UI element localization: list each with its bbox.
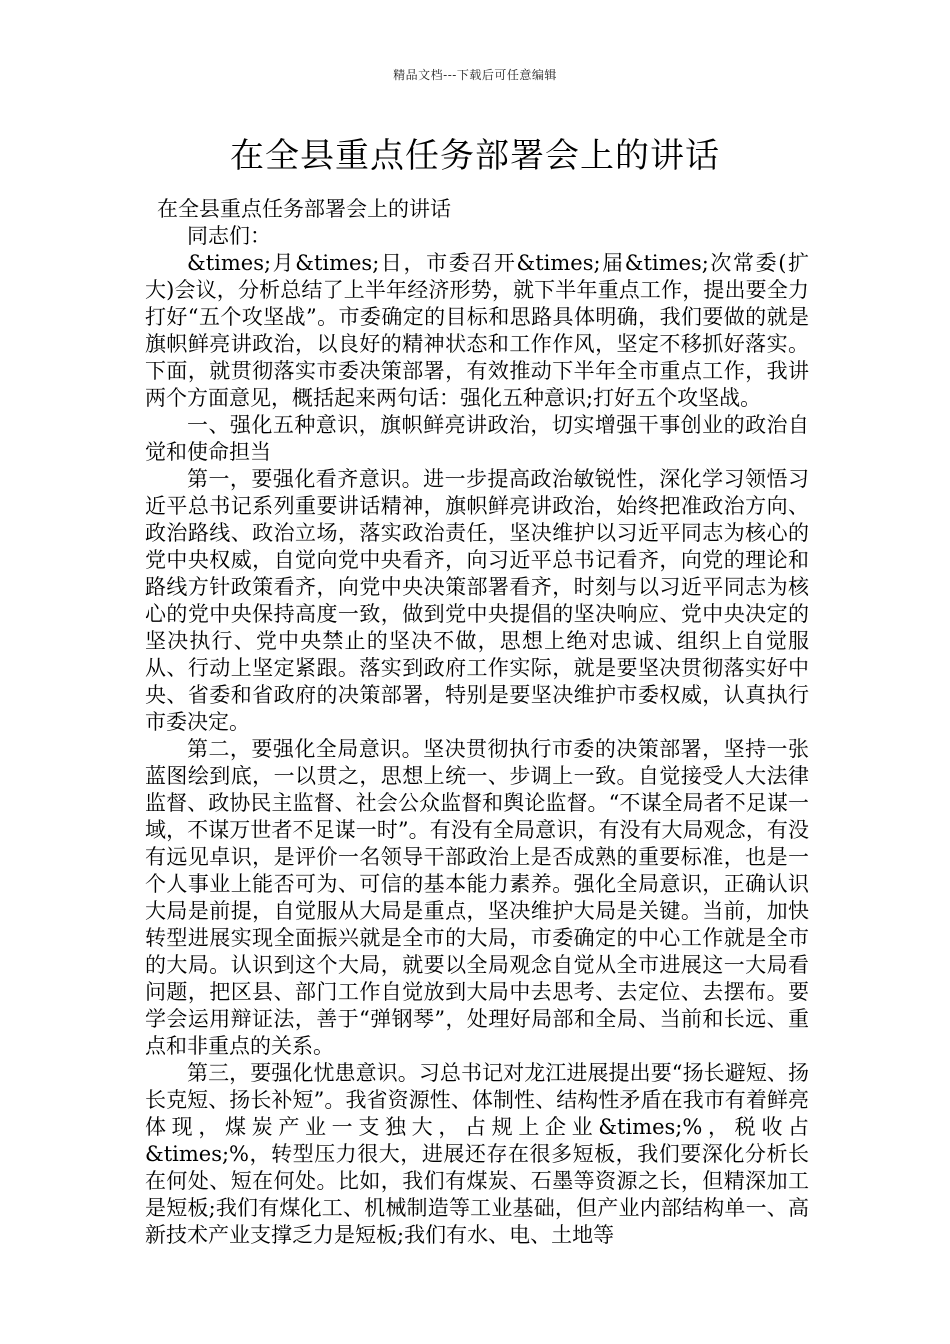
header-note: 精品文档---下载后可任意编辑 xyxy=(393,68,557,82)
paragraph-third-point: 第三，要强化忧患意识。习总书记对龙江进展提出要“扬长避短、扬长克短、扬长补短”。我省资源性、体制性、结构性矛盾在我市有着鲜亮体现，煤炭产业一支独大，占规上企业&times;%，税收占&times;%，转型压力很大，进展还存在很多短板，我们要深化分析长在何处、短在何处。比如，我们有煤炭、石墨等资源之长，但精深加工是短板;我们有煤化工、机械制造等工业基础，但产业内部结构单一、高新技术产业支撑乏力是短板;我们有水、电、土地等 xyxy=(145,1061,809,1247)
section-heading-one: 一、强化五种意识，旗帜鲜亮讲政治，切实增强干事创业的政治自觉和使命担当 xyxy=(145,413,809,464)
paragraph-intro: &times;月&times;日，市委召开&times;届&times;次常委(扩大)会议，分析总结了上半年经济形势，就下半年重点工作，提出要全力打好“五个攻坚战”。市委确定的目标和思路具体明确，我们要做的就是旗帜鲜亮讲政治，以良好的精神状态和工作作风，坚定不移抓好落实。下面，就贯彻落实市委决策部署，有效推动下半年全市重点工作，我讲两个方面意见，概括起来两句话：强化五种意识;打好五个攻坚战。 xyxy=(145,251,809,410)
subtitle-line: 在全县重点任务部署会上的讲话 xyxy=(157,197,451,221)
salutation: 同志们： xyxy=(187,224,271,248)
paragraph-first-point: 第一，要强化看齐意识。进一步提高政治敏锐性，深化学习领悟习近平总书记系列重要讲话精神，旗帜鲜亮讲政治，始终把准政治方向、政治路线、政治立场，落实政治责任，坚决维护以习近平同志为核心的党中央权威，自觉向党中央看齐，向习近平总书记看齐，向党的理论和路线方针政策看齐，向党中央决策部署看齐，时刻与以习近平同志为核心的党中央保持高度一致，做到党中央提倡的坚决响应、党中央决定的坚决执行、党中央禁止的坚决不做，思想上绝对忠诚、组织上自觉服从、行动上坚定紧跟。落实到政府工作实际，就是要坚决贯彻落实好中央、省委和省政府的决策部署，特别是要坚决维护市委权威，认真执行市委决定。 xyxy=(145,467,809,734)
paragraph-second-point: 第二，要强化全局意识。坚决贯彻执行市委的决策部署，坚持一张蓝图绘到底，一以贯之，思想上统一、步调上一致。自觉接受人大法律监督、政协民主监督、社会公众监督和舆论监督。“不谋全局者不足谋一域，不谋万世者不足谋一时”。有没有全局意识，有没有大局观念，有没有远见卓识，是评价一名领导干部政治上是否成熟的重要标准，也是一个人事业上能否可为、可信的基本能力素养。强化全局意识，正确认识大局是前提，自觉服从大局是重点，坚决维护大局是关键。当前，加快转型进展实现全面振兴就是全市的大局，市委确定的中心工作就是全市的大局。认识到这个大局，就要以全局观念自觉从全市进展这一大局看问题，把区县、部门工作自觉放到大局中去思考、去定位、去摆布。要学会运用辩证法，善于“弹钢琴”，处理好局部和全局、当前和长远、重点和非重点的关系。 xyxy=(145,737,809,1058)
document-body xyxy=(145,196,809,1249)
document-title: 在全县重点任务部署会上的讲话 xyxy=(230,136,720,176)
